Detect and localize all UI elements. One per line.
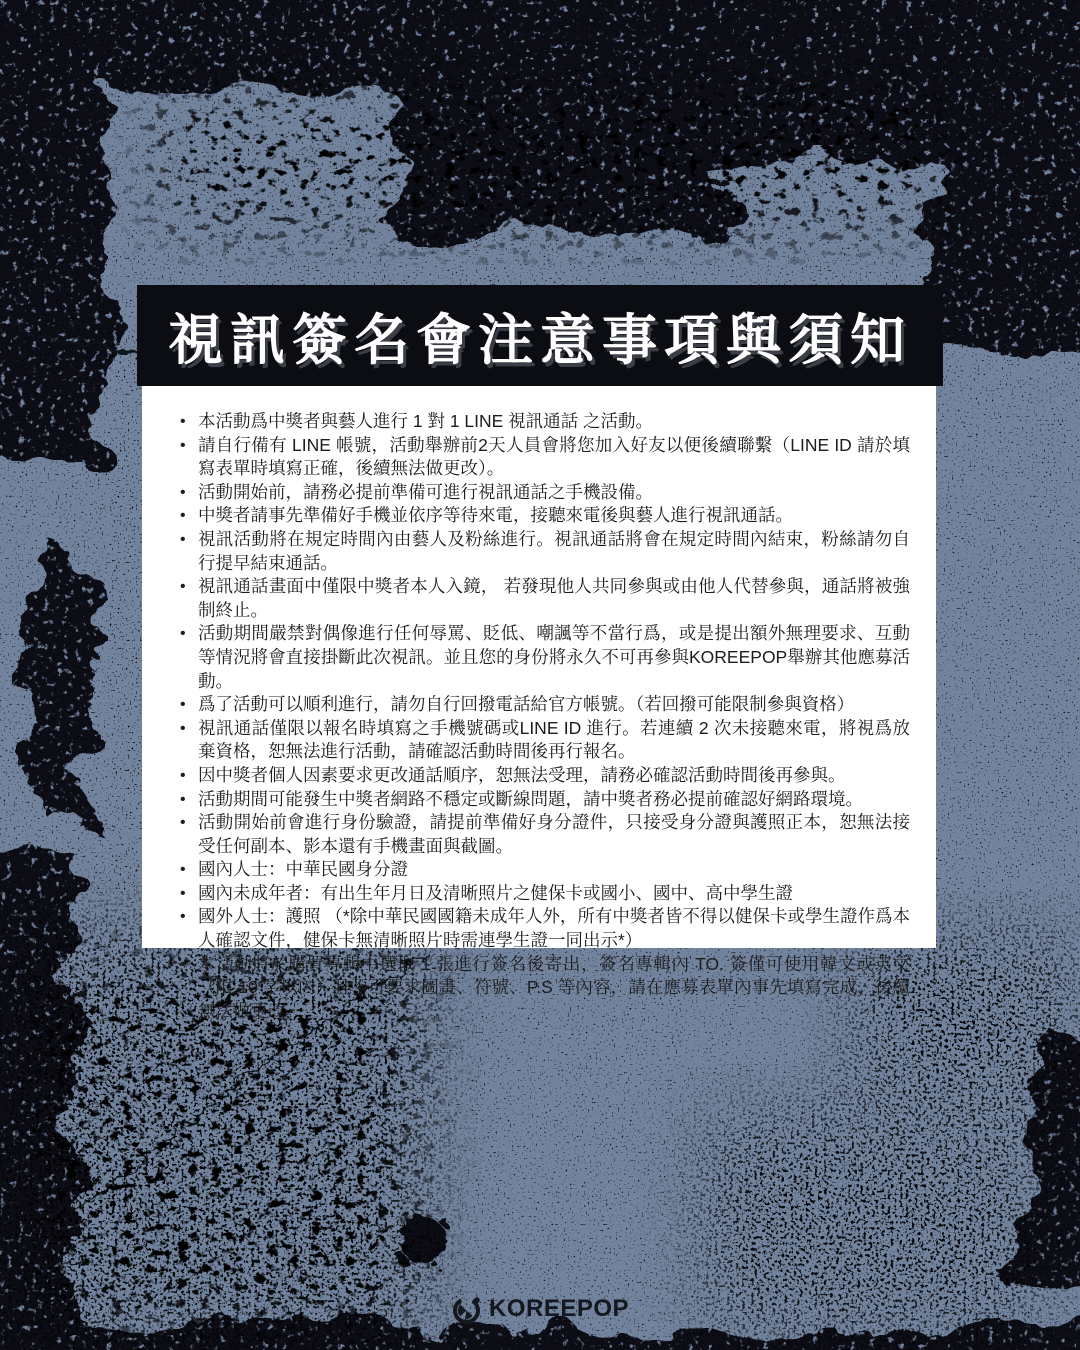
notice-item: • 本活動爲中獎者與藝人進行 1 對 1 LINE 視訊通話 之活動。 [178, 410, 910, 434]
notice-item: • 爲了活動可以順利進行，請勿自行回撥電話給官方帳號。（若回撥可能限制參與資格） [178, 693, 910, 717]
notice-item: • 因中獎者個人因素要求更改通話順序，恕無法受理，請務必確認活動時間後再參與。 [178, 764, 910, 788]
poster-title: 視訊簽名會注意事項與須知 [167, 309, 912, 371]
notice-item: • 國內未成年者：有出生年月日及清晰照片之健保卡或國小、國中、高中學生證 [178, 882, 910, 906]
notice-item: • 活動開始前會進行身份驗證，請提前準備好身分證件，只接受身分證與護照正本，恕無法接受任何副本、影本還有手機畫面與截圖。 [178, 811, 910, 858]
notice-item: • 視訊活動將在規定時間內由藝人及粉絲進行。視訊通話將會在規定時間內結束，粉絲請勿自行提早結束通話。 [178, 528, 910, 575]
notice-list [178, 410, 910, 1023]
notice-item: • 請自行備有 LINE 帳號，活動舉辦前2天人員會將您加入好友以便後續聯繫（LINE ID 請於填寫表單時填寫正確，後續無法做更改）。 [178, 434, 910, 481]
notice-item: • 國外人士：護照 （*除中華民國國籍未成年人外，所有中獎者皆不得以健保卡或學生證作爲本人確認文件，健保卡無清晰照片時需連學生證一同出示*） [178, 905, 910, 952]
brand-name: KOREEPOP [488, 1295, 630, 1322]
notice-panel [142, 386, 936, 1021]
title-banner [137, 285, 943, 386]
notice-item: • 活動期間可能發生中獎者網路不穩定或斷線問題，請中獎者務必提前確認好網路環境。 [178, 788, 910, 812]
notice-item: • 活動期間嚴禁對偶像進行任何辱罵、貶低、嘲諷等不當行爲，或是提出額外無理要求、互動等情況將會直接掛斷此次視訊。並且您的身份將永久不可再參與KOREEPOP舉辦其他應募活動。 [178, 622, 910, 693]
notice-item: • 國內人士：中華民國身分證 [178, 858, 910, 882]
brand-footer [0, 1292, 1080, 1326]
notice-item: • 視訊通話畫面中僅限中獎者本人入鏡， 若發現他人共同參與或由他人代替參與，通話將被強制終止。 [178, 575, 910, 622]
notice-item: • 本活動將於購買專輯中選取 1 張進行簽名後寄出，簽名專輯內 TO. 簽僅可使用韓文或英文（限 10 字以內）且不可要求圖畫、符號、P.S 等內容，請在應募表單內事先填寫完成，後續無法做更改。 [178, 953, 910, 1024]
notice-item: • 中獎者請事先準備好手機並依序等待來電，接聽來電後與藝人進行視訊通話。 [178, 504, 910, 528]
notice-item: • 活動開始前，請務必提前準備可進行視訊通話之手機設備。 [178, 481, 910, 505]
koreepop-logo-icon [451, 1294, 482, 1325]
notice-item: • 視訊通話僅限以報名時填寫之手機號碼或LINE ID 進行。若連續 2 次未接聽來電，將視爲放棄資格，恕無法進行活動，請確認活動時間後再行報名。 [178, 717, 910, 764]
